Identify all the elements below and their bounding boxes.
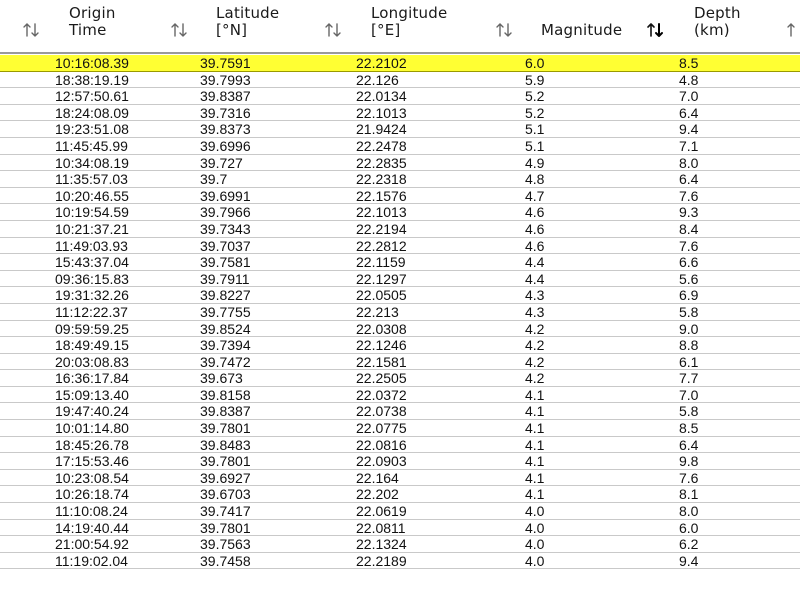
cell-origin-time: 19:47:40.24 (55, 403, 129, 420)
table-row[interactable] (0, 88, 800, 105)
cell-latitude: 39.8483 (200, 436, 251, 453)
table-row[interactable] (0, 72, 800, 89)
cell-origin-time: 10:16:08.39 (55, 55, 129, 71)
cell-depth: 6.6 (679, 254, 699, 271)
cell-magnitude: 4.9 (525, 154, 545, 171)
table-row[interactable] (0, 520, 800, 537)
cell-longitude: 22.1576 (356, 187, 407, 204)
sort-magnitude-icon[interactable] (495, 21, 513, 39)
cell-origin-time: 10:01:14.80 (55, 420, 129, 437)
cell-origin-time: 20:03:08.83 (55, 353, 129, 370)
cell-depth: 9.4 (679, 552, 699, 569)
cell-latitude: 39.7966 (200, 204, 251, 221)
cell-longitude: 22.0619 (356, 503, 407, 520)
cell-depth: 8.1 (679, 486, 699, 503)
cell-longitude: 22.164 (356, 469, 399, 486)
cell-origin-time: 18:49:49.15 (55, 337, 129, 354)
cell-latitude: 39.7316 (200, 104, 251, 121)
cell-origin-time: 19:31:32.26 (55, 287, 129, 304)
cell-magnitude: 4.1 (525, 453, 545, 470)
cell-magnitude: 4.2 (525, 370, 545, 387)
cell-latitude: 39.7343 (200, 220, 251, 237)
cell-latitude: 39.7417 (200, 503, 251, 520)
cell-longitude: 22.202 (356, 486, 399, 503)
cell-latitude: 39.7037 (200, 237, 251, 254)
cell-depth: 5.6 (679, 270, 699, 287)
cell-longitude: 22.213 (356, 303, 399, 320)
table-row[interactable] (0, 204, 800, 221)
cell-latitude: 39.7 (200, 171, 228, 188)
cell-origin-time: 10:23:08.54 (55, 469, 129, 486)
table-row[interactable] (0, 354, 800, 371)
cell-longitude: 22.0775 (356, 420, 407, 437)
cell-longitude: 22.2318 (356, 171, 407, 188)
cell-magnitude: 4.2 (525, 320, 545, 337)
column-latitude-line1[interactable]: Latitude (216, 4, 280, 22)
cell-longitude: 22.0903 (356, 453, 407, 470)
table-row[interactable] (0, 271, 800, 288)
cell-magnitude: 5.9 (525, 71, 545, 88)
cell-magnitude: 4.0 (525, 536, 545, 553)
cell-magnitude: 4.3 (525, 303, 545, 320)
cell-depth: 8.8 (679, 337, 699, 354)
cell-longitude: 22.2102 (356, 55, 407, 71)
cell-depth: 8.5 (679, 420, 699, 437)
cell-depth: 8.5 (679, 55, 699, 71)
cell-magnitude: 4.6 (525, 220, 545, 237)
cell-latitude: 39.7394 (200, 337, 251, 354)
cell-longitude: 22.1246 (356, 337, 407, 354)
cell-latitude: 39.7458 (200, 552, 251, 569)
cell-depth: 7.7 (679, 370, 699, 387)
cell-latitude: 39.7801 (200, 519, 251, 536)
cell-depth: 5.8 (679, 403, 699, 420)
cell-longitude: 22.126 (356, 71, 399, 88)
table-body (0, 55, 800, 569)
cell-depth: 7.0 (679, 386, 699, 403)
cell-magnitude: 4.0 (525, 519, 545, 536)
cell-depth: 7.6 (679, 237, 699, 254)
cell-depth: 8.4 (679, 220, 699, 237)
cell-magnitude: 4.0 (525, 552, 545, 569)
cell-longitude: 22.1581 (356, 353, 407, 370)
cell-latitude: 39.8387 (200, 403, 251, 420)
column-latitude-line2[interactable]: [°N] (216, 21, 248, 39)
column-depth-line1[interactable]: Depth (694, 4, 741, 22)
cell-origin-time: 11:10:08.24 (55, 503, 128, 520)
table-row[interactable] (0, 304, 800, 321)
cell-origin-time: 11:12:22.37 (55, 303, 128, 320)
column-origin-time-line1[interactable]: Origin (69, 4, 116, 22)
cell-magnitude: 4.0 (525, 503, 545, 520)
table-header (0, 0, 800, 50)
cell-longitude: 22.2194 (356, 220, 407, 237)
cell-longitude: 22.2189 (356, 552, 407, 569)
cell-depth: 7.6 (679, 469, 699, 486)
sort-depth-icon[interactable] (786, 21, 800, 39)
cell-magnitude: 4.1 (525, 420, 545, 437)
cell-origin-time: 17:15:53.46 (55, 453, 129, 470)
cell-longitude: 22.2835 (356, 154, 407, 171)
cell-depth: 5.8 (679, 303, 699, 320)
cell-longitude: 21.9424 (356, 121, 407, 138)
cell-magnitude: 5.2 (525, 88, 545, 105)
cell-origin-time: 15:09:13.40 (55, 386, 129, 403)
cell-latitude: 39.8227 (200, 287, 251, 304)
table-row[interactable] (0, 437, 800, 454)
cell-origin-time: 09:59:59.25 (55, 320, 129, 337)
table-row[interactable] (0, 420, 800, 437)
cell-magnitude: 5.1 (525, 137, 545, 154)
cell-origin-time: 14:19:40.44 (55, 519, 129, 536)
table-row[interactable] (0, 171, 800, 188)
sort-longitude-icon[interactable] (324, 21, 342, 39)
cell-longitude: 22.1013 (356, 204, 407, 221)
cell-magnitude: 4.1 (525, 486, 545, 503)
cell-latitude: 39.6703 (200, 486, 251, 503)
cell-latitude: 39.6927 (200, 469, 251, 486)
cell-origin-time: 19:23:51.08 (55, 121, 129, 138)
table-row[interactable] (0, 188, 800, 205)
cell-latitude: 39.7581 (200, 254, 251, 271)
cell-longitude: 22.0816 (356, 436, 407, 453)
cell-longitude: 22.0308 (356, 320, 407, 337)
sort-latitude-icon[interactable] (170, 21, 188, 39)
cell-depth: 8.0 (679, 503, 699, 520)
cell-origin-time: 10:21:37.21 (55, 220, 129, 237)
table-row[interactable] (0, 221, 800, 238)
column-longitude-line2[interactable]: [°E] (371, 21, 401, 39)
cell-latitude: 39.7563 (200, 536, 251, 553)
cell-longitude: 22.1324 (356, 536, 407, 553)
cell-longitude: 22.0505 (356, 287, 407, 304)
cell-latitude: 39.7911 (200, 270, 250, 287)
table-row[interactable] (0, 254, 800, 271)
cell-origin-time: 10:34:08.19 (55, 154, 129, 171)
cell-depth: 6.4 (679, 171, 699, 188)
cell-origin-time: 15:43:37.04 (55, 254, 129, 271)
cell-origin-time: 10:19:54.59 (55, 204, 129, 221)
cell-origin-time: 21:00:54.92 (55, 536, 129, 553)
cell-depth: 6.1 (679, 353, 699, 370)
cell-depth: 6.4 (679, 436, 699, 453)
cell-magnitude: 4.1 (525, 386, 545, 403)
cell-depth: 7.1 (679, 137, 699, 154)
cell-depth: 6.2 (679, 536, 699, 553)
cell-origin-time: 11:19:02.04 (55, 552, 128, 569)
cell-longitude: 22.1159 (356, 254, 406, 271)
cell-magnitude: 5.2 (525, 104, 545, 121)
cell-longitude: 22.1297 (356, 270, 407, 287)
cell-longitude: 22.2505 (356, 370, 407, 387)
column-origin-time-line2[interactable]: Time (69, 21, 107, 39)
column-longitude-line1[interactable]: Longitude (371, 4, 448, 22)
cell-longitude: 22.0811 (356, 519, 406, 536)
cell-latitude: 39.8524 (200, 320, 251, 337)
cell-magnitude: 4.4 (525, 254, 545, 271)
cell-latitude: 39.6991 (200, 187, 251, 204)
cell-origin-time: 10:26:18.74 (55, 486, 129, 503)
sort-descending-icon[interactable] (646, 21, 664, 39)
column-depth-line2[interactable]: (km) (694, 21, 730, 39)
table-row[interactable] (0, 287, 800, 304)
cell-longitude: 22.0738 (356, 403, 407, 420)
column-magnitude[interactable]: Magnitude (541, 21, 623, 39)
table-row[interactable] (0, 238, 800, 255)
cell-longitude: 22.2812 (356, 237, 407, 254)
cell-depth: 9.0 (679, 320, 699, 337)
table-row[interactable] (0, 370, 800, 387)
table-row[interactable] (0, 321, 800, 338)
cell-depth: 6.0 (679, 519, 699, 536)
cell-origin-time: 18:24:08.09 (55, 104, 129, 121)
cell-latitude: 39.7472 (200, 353, 251, 370)
cell-depth: 8.0 (679, 154, 699, 171)
cell-magnitude: 4.6 (525, 204, 545, 221)
table-row[interactable] (0, 536, 800, 553)
cell-magnitude: 4.1 (525, 469, 545, 486)
cell-depth: 7.0 (679, 88, 699, 105)
cell-longitude: 22.0134 (356, 88, 407, 105)
cell-depth: 6.4 (679, 104, 699, 121)
cell-magnitude: 4.1 (525, 436, 545, 453)
cell-origin-time: 18:38:19.19 (55, 71, 129, 88)
cell-depth: 4.8 (679, 71, 699, 88)
table-row[interactable] (0, 121, 800, 138)
cell-latitude: 39.8158 (200, 386, 251, 403)
cell-magnitude: 6.0 (525, 55, 545, 71)
cell-latitude: 39.7591 (200, 55, 251, 71)
cell-latitude: 39.727 (200, 154, 243, 171)
cell-depth: 9.4 (679, 121, 699, 138)
cell-origin-time: 10:20:46.55 (55, 187, 129, 204)
cell-magnitude: 4.4 (525, 270, 545, 287)
cell-depth: 6.9 (679, 287, 699, 304)
cell-latitude: 39.8373 (200, 121, 251, 138)
cell-latitude: 39.673 (200, 370, 243, 387)
table-row[interactable] (0, 105, 800, 122)
cell-depth: 9.8 (679, 453, 699, 470)
table-row[interactable] (0, 470, 800, 487)
cell-magnitude: 4.8 (525, 171, 545, 188)
cell-longitude: 22.0372 (356, 386, 407, 403)
cell-magnitude: 5.1 (525, 121, 545, 138)
table-row[interactable] (0, 337, 800, 354)
cell-origin-time: 18:45:26.78 (55, 436, 129, 453)
cell-magnitude: 4.1 (525, 403, 545, 420)
cell-magnitude: 4.2 (525, 337, 545, 354)
cell-longitude: 22.2478 (356, 137, 407, 154)
table-row[interactable] (0, 387, 800, 404)
table-row-selected[interactable] (0, 55, 800, 72)
cell-depth: 9.3 (679, 204, 699, 221)
table-row[interactable] (0, 138, 800, 155)
table-row[interactable] (0, 486, 800, 503)
cell-latitude: 39.7801 (200, 453, 251, 470)
cell-origin-time: 11:45:45.99 (55, 137, 128, 154)
table-row[interactable] (0, 155, 800, 172)
cell-latitude: 39.8387 (200, 88, 251, 105)
table-row[interactable] (0, 403, 800, 420)
cell-magnitude: 4.3 (525, 287, 545, 304)
table-row[interactable] (0, 503, 800, 520)
cell-origin-time: 16:36:17.84 (55, 370, 129, 387)
cell-origin-time: 11:35:57.03 (55, 171, 128, 188)
sort-origin-time-icon[interactable] (22, 21, 40, 39)
cell-magnitude: 4.7 (525, 187, 545, 204)
cell-latitude: 39.7755 (200, 303, 251, 320)
cell-magnitude: 4.2 (525, 353, 545, 370)
cell-magnitude: 4.6 (525, 237, 545, 254)
cell-origin-time: 12:57:50.61 (55, 88, 129, 105)
cell-origin-time: 09:36:15.83 (55, 270, 129, 287)
cell-latitude: 39.7993 (200, 71, 251, 88)
cell-depth: 7.6 (679, 187, 699, 204)
header-divider (0, 52, 800, 54)
cell-longitude: 22.1013 (356, 104, 407, 121)
cell-latitude: 39.6996 (200, 137, 251, 154)
table-row[interactable] (0, 453, 800, 470)
table-row[interactable] (0, 553, 800, 570)
cell-latitude: 39.7801 (200, 420, 251, 437)
cell-origin-time: 11:49:03.93 (55, 237, 128, 254)
